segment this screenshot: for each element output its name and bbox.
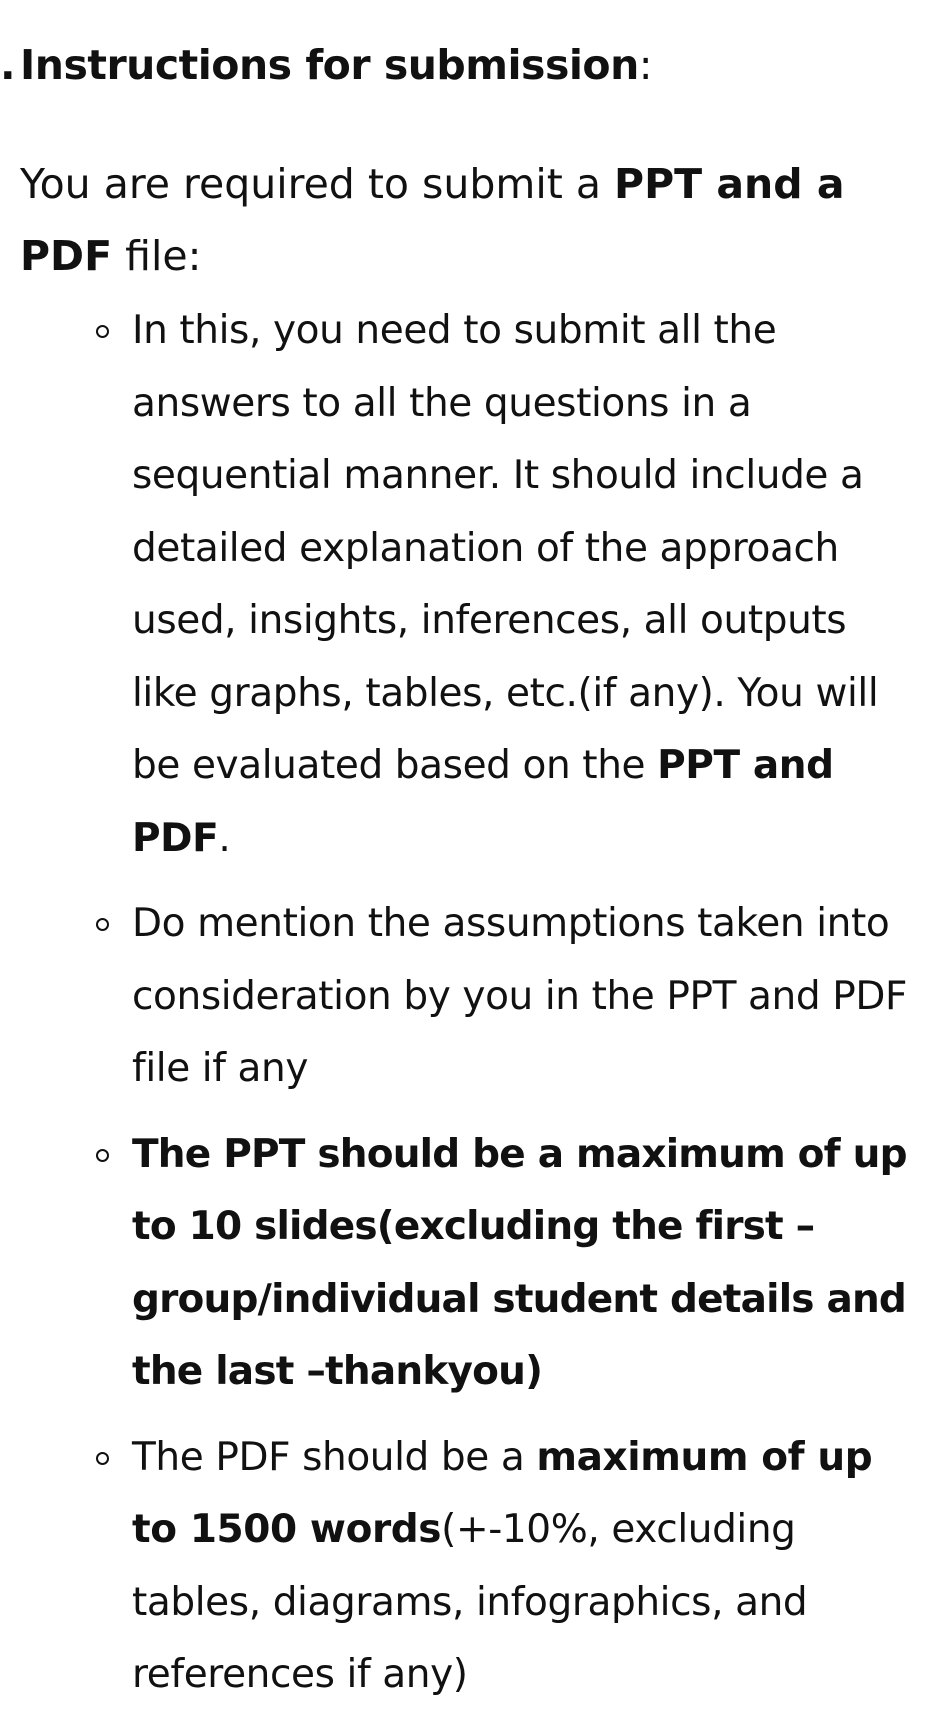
list-item-text-end: (+-10%, excluding tables, diagrams, infographics, and references if any) xyxy=(132,1507,808,1697)
heading-colon: : xyxy=(638,41,653,89)
list-item-answers xyxy=(90,295,920,875)
hollow-circle-bullet-icon xyxy=(96,1452,109,1465)
hollow-circle-bullet-icon xyxy=(96,1149,109,1162)
list-item-text-end: . xyxy=(218,815,231,861)
instruction-list xyxy=(90,295,920,1725)
heading-title: Instructions for submission xyxy=(20,41,639,89)
intro-text: You are required to submit a xyxy=(20,160,615,208)
intro-bold: PPT and a PDF xyxy=(20,160,845,280)
list-item-text: Do mention the assumptions taken into consideration by you in the PPT and PDF file if any xyxy=(132,901,908,1091)
list-item-text: In this, you need to submit all the answers to all the questions in a sequential manner. It should include a detailed explanation of the approach used, insights, inferences, all outputs like graphs, tables, etc.(if any). You will be evaluated based on the xyxy=(132,308,879,788)
list-item-bold: maximum of up to 1500 words xyxy=(132,1434,873,1552)
intro-text-end: file: xyxy=(112,232,202,280)
list-item-text: The PDF should be a xyxy=(132,1434,537,1480)
list-item-ppt-limit xyxy=(90,1119,920,1409)
intro-paragraph xyxy=(20,148,900,292)
list-item-bold-text: The PPT should be a maximum of up to 10 slides(excluding the first – group/individual student details and the last –thankyou) xyxy=(132,1131,907,1394)
section-heading xyxy=(0,36,652,94)
list-number-fragment: . xyxy=(0,41,16,89)
list-item-pdf-limit xyxy=(90,1422,920,1712)
list-item-bold: PPT and PDF xyxy=(132,743,834,861)
list-item-assumptions xyxy=(90,888,920,1106)
hollow-circle-bullet-icon xyxy=(96,918,109,931)
hollow-circle-bullet-icon xyxy=(96,325,109,338)
